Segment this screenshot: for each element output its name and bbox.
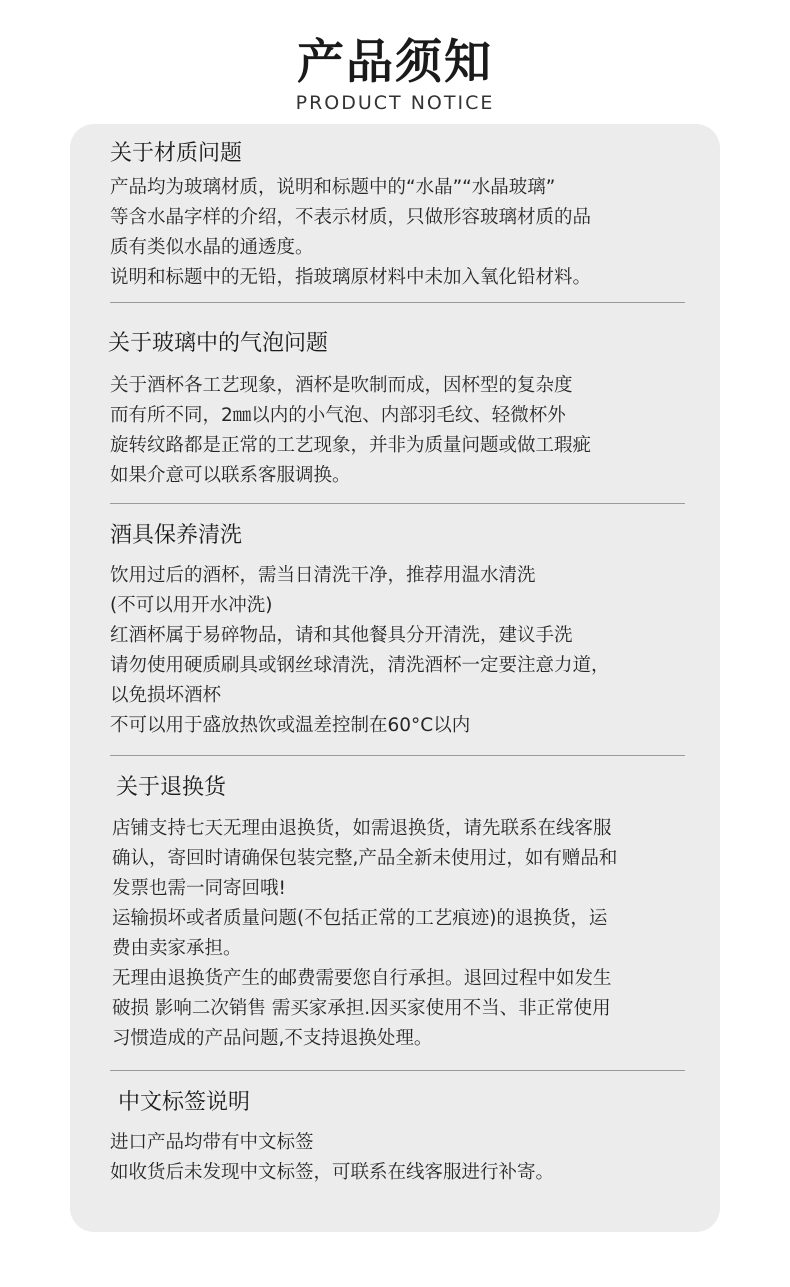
section-returns-line: 无理由退换货产生的邮费需要您自行承担。退回过程中如发生 <box>112 968 612 989</box>
section-bubbles-line: 关于酒杯各工艺现象，酒杯是吹制而成，因杯型的复杂度 <box>110 375 573 396</box>
section-returns-line: 费由卖家承担。 <box>112 938 242 959</box>
section-returns-line: 发票也需一同寄回哦! <box>112 878 286 899</box>
section-returns-line: 习惯造成的产品问题,不支持退换处理。 <box>112 1028 433 1049</box>
section-care-line: 请勿使用硬质刷具或钢丝球清洗，清洗酒杯一定要注意力道， <box>110 655 610 676</box>
section-returns-line: 店铺支持七天无理由退换货，如需退换货，请先联系在线客服 <box>112 818 612 839</box>
section-care-line: (不可以用开水冲洗) <box>110 595 273 616</box>
section-bubbles-line: 旋转纹路都是正常的工艺现象，并非为质量问题或做工瑕疵 <box>110 435 592 456</box>
page-subtitle: PRODUCT NOTICE <box>295 92 495 114</box>
section-material-line: 产品均为玻璃材质，说明和标题中的“水晶”“水晶玻璃” <box>110 177 556 198</box>
section-title-care: 酒具保养清洗 <box>110 523 243 548</box>
section-material-line: 质有类似水晶的通透度。 <box>110 237 314 258</box>
section-care-line: 红酒杯属于易碎物品，请和其他餐具分开清洗，建议手洗 <box>110 625 573 646</box>
section-care-line: 以免损坏酒杯 <box>110 685 222 706</box>
section-divider <box>110 755 685 756</box>
section-returns-line: 破损 影响二次销售 需买家承担.因买家使用不当、非正常使用 <box>112 998 611 1019</box>
section-material-line: 说明和标题中的无铅，指玻璃原材料中未加入氧化铅材料。 <box>110 267 592 288</box>
section-title-material: 关于材质问题 <box>110 141 243 166</box>
section-divider <box>110 1070 685 1071</box>
section-title-bubbles: 关于玻璃中的气泡问题 <box>108 331 329 356</box>
page-title: 产品须知 <box>297 35 493 90</box>
section-care-line: 不可以用于盛放热饮或温差控制在60°C以内 <box>110 715 471 736</box>
section-labels-line: 如收货后未发现中文标签，可联系在线客服进行补寄。 <box>110 1162 555 1183</box>
section-bubbles-line: 而有所不同，2㎜以内的小气泡、内部羽毛纹、轻微杯外 <box>110 405 566 426</box>
section-returns-line: 确认，寄回时请确保包装完整,产品全新未使用过，如有赠品和 <box>112 848 618 869</box>
section-labels-line: 进口产品均带有中文标签 <box>110 1132 314 1153</box>
section-care-line: 饮用过后的酒杯，需当日清洗干净，推荐用温水清洗 <box>110 565 536 586</box>
section-divider <box>110 503 685 504</box>
section-returns-line: 运输损坏或者质量问题(不包括正常的工艺痕迹)的退换货，运 <box>112 908 608 929</box>
section-title-labels: 中文标签说明 <box>118 1090 251 1115</box>
section-divider <box>110 302 685 303</box>
section-title-returns: 关于退换货 <box>116 775 227 800</box>
section-material-line: 等含水晶字样的介绍，不表示材质，只做形容玻璃材质的品 <box>110 207 592 228</box>
section-bubbles-line: 如果介意可以联系客服调换。 <box>110 465 351 486</box>
